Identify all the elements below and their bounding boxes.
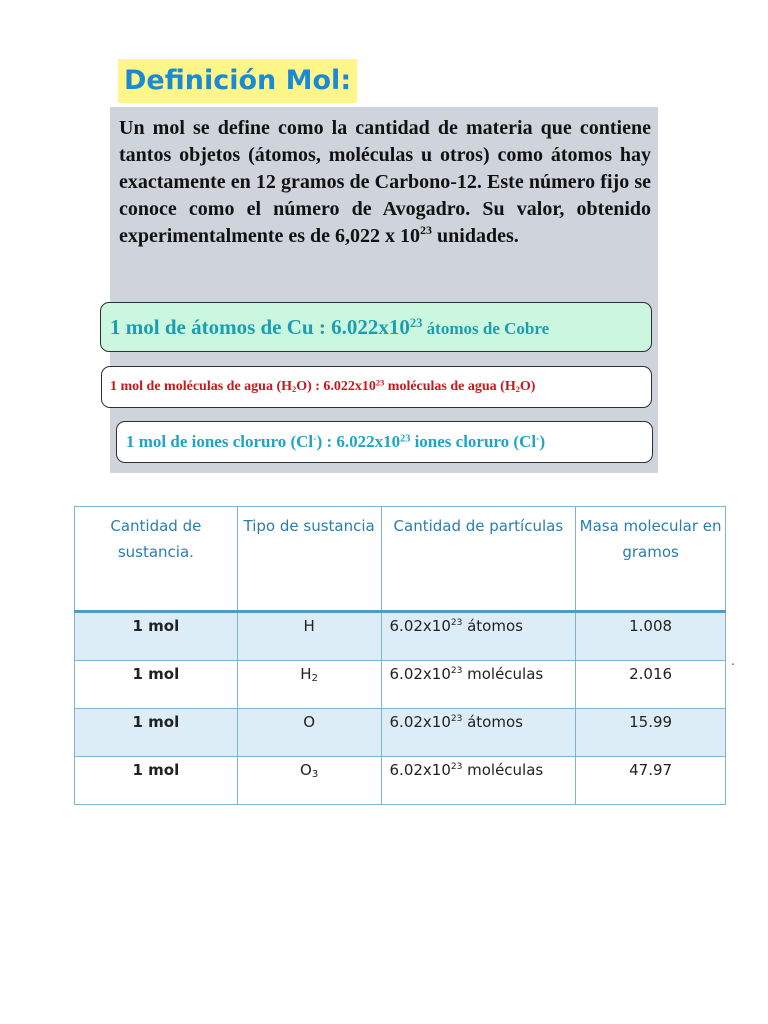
- water-tail: moléculas de agua (H: [384, 379, 516, 394]
- slide-title: Definición Mol:: [118, 59, 357, 103]
- header-particulas: Cantidad de partículas: [381, 507, 576, 612]
- cell-particulas: $6.02x10^{23}$ moléculas: [381, 661, 576, 709]
- copper-tail: átomos de Cobre: [422, 319, 550, 338]
- cell-masa: 2.016: [576, 661, 726, 709]
- cell-cantidad: 1 mol: [75, 709, 238, 757]
- cell-particulas: $6.02x10^{23}$ átomos: [381, 709, 576, 757]
- chloride-exponent: 23: [400, 433, 411, 445]
- water-sub-1: 2: [292, 385, 297, 395]
- copper-exponent: 23: [409, 316, 423, 331]
- chloride-charge-1: -: [313, 433, 317, 445]
- cell-tipo: $O_3$: [237, 757, 381, 805]
- water-mid: O) : 6.022x10: [296, 379, 376, 394]
- table-row: [75, 757, 726, 805]
- definition-paragraph: [119, 115, 651, 250]
- table-row: [75, 612, 726, 661]
- water-sub-2: 2: [515, 385, 520, 395]
- chloride-mid: ) : 6.022x10: [316, 432, 401, 451]
- cell-tipo: $H_2$: [237, 661, 381, 709]
- header-tipo: Tipo de sustancia: [237, 507, 381, 612]
- cell-masa: 1.008: [576, 612, 726, 661]
- cell-masa: 15.99: [576, 709, 726, 757]
- cell-tipo: H: [237, 612, 381, 661]
- copper-atoms-box: [100, 302, 652, 352]
- stray-mark: .: [731, 654, 735, 668]
- table-header-row: [75, 507, 726, 612]
- paragraph-tail: unidades.: [432, 225, 519, 247]
- paragraph-exponent: 23: [420, 223, 433, 237]
- chloride-lead: 1 mol de iones cloruro (Cl: [126, 432, 314, 451]
- chloride-end: ): [539, 432, 546, 451]
- copper-lead: 1 mol de átomos de Cu : 6.022x10: [110, 315, 410, 339]
- cell-particulas: $6.02x10^{23}$ moléculas: [381, 757, 576, 805]
- water-molecules-box: [101, 366, 652, 408]
- paragraph-text: Un mol se define como la cantidad de materia que contiene tantos objetos (átomos, moléculas u otros) como átomos hay exactamente en 12 gramos de Carbono-12. Este número fijo se conoce como el número de Avogadro. Su valor, obtenido experimentalmente es de 6,022 x 10: [119, 117, 651, 247]
- moles-table: [74, 506, 726, 805]
- cell-cantidad: 1 mol: [75, 612, 238, 661]
- cell-particulas: $6.02x10^{23}$ átomos: [381, 612, 576, 661]
- table-row: [75, 709, 726, 757]
- water-lead: 1 mol de moléculas de agua (H: [110, 379, 292, 394]
- water-end: O): [519, 379, 536, 394]
- cell-masa: 47.97: [576, 757, 726, 805]
- definition-slide: [110, 55, 658, 473]
- cell-tipo: O: [237, 709, 381, 757]
- header-masa: Masa molecular en gramos: [576, 507, 726, 612]
- cell-cantidad: 1 mol: [75, 757, 238, 805]
- table-row: [75, 661, 726, 709]
- header-cantidad: Cantidad de sustancia.: [75, 507, 238, 612]
- chloride-ions-box: [116, 421, 653, 463]
- water-exponent: 23: [375, 378, 385, 388]
- chloride-tail: iones cloruro (Cl: [410, 432, 537, 451]
- cell-cantidad: 1 mol: [75, 661, 238, 709]
- chloride-charge-2: -: [536, 433, 540, 445]
